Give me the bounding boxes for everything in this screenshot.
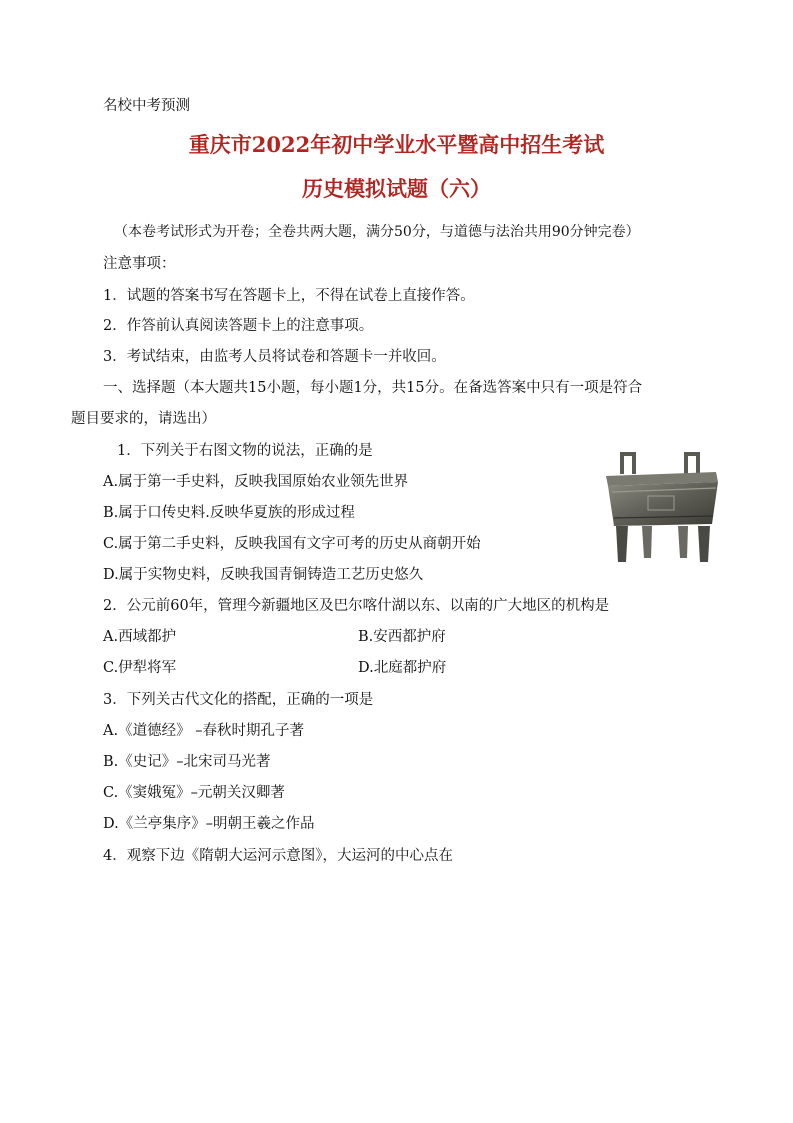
question-3-option-b: B.《史记》–北宋司马光著 xyxy=(103,754,271,770)
exam-format-note: （本卷考试形式为开卷；全卷共两大题，满分50分，与道德与法治共用90分钟完卷） xyxy=(114,224,640,240)
notice-item-2: 2．作答前认真阅读答题卡上的注意事项。 xyxy=(103,318,374,334)
exam-title: 重庆市2022年初中学业水平暨高中招生考试 xyxy=(188,132,605,157)
notice-item-1: 1．试题的答案书写在答题卡上，不得在试卷上直接作答。 xyxy=(103,288,475,304)
question-3-option-a: A.《道德经》 –春秋时期孔子著 xyxy=(103,723,304,739)
question-4-stem: 4．观察下边《隋朝大运河示意图》，大运河的中心点在 xyxy=(103,848,453,864)
notice-title: 注意事项： xyxy=(103,256,176,272)
section1-heading-cont: 题目要求的，请选出） xyxy=(71,411,216,427)
question-2-option-d: D.北庭都护府 xyxy=(358,660,447,676)
bronze-ding-image xyxy=(598,446,724,566)
question-2-stem: 2．公元前60年，管理今新疆地区及巴尔喀什湖以东、以南的广大地区的机构是 xyxy=(103,598,610,614)
question-3-option-d: D.《兰亭集序》–明朝王羲之作品 xyxy=(103,816,315,832)
question-1-option-d: D.属于实物史料，反映我国青铜铸造工艺历史悠久 xyxy=(103,567,424,583)
question-2-option-a: A.西域都护 xyxy=(103,629,177,645)
question-1-option-b: B.属于口传史料.反映华夏族的形成过程 xyxy=(103,505,355,521)
question-1-option-c: C.属于第二手史料，反映我国有文字可考的历史从商朝开始 xyxy=(103,536,481,552)
question-1-option-a: A.属于第一手史料，反映我国原始农业领先世界 xyxy=(103,474,409,490)
section1-heading: 一、选择题（本大题共15小题，每小题1分，共15分。在备选答案中只有一项是符合 xyxy=(103,380,643,396)
question-2-option-b: B.安西都护府 xyxy=(358,629,446,645)
exam-subtitle: 历史模拟试题（六） xyxy=(302,176,491,201)
header-tag: 名校中考预测 xyxy=(103,98,190,114)
question-3-stem: 3．下列关古代文化的搭配，正确的一项是 xyxy=(103,692,374,708)
question-3-option-c: C.《窦娥冤》–元朝关汉卿著 xyxy=(103,785,285,801)
notice-item-3: 3．考试结束，由监考人员将试卷和答题卡一并收回。 xyxy=(103,349,446,365)
question-1-stem: 1．下列关于右图文物的说法，正确的是 xyxy=(117,443,373,459)
question-2-option-c: C.伊犁将军 xyxy=(103,660,177,676)
